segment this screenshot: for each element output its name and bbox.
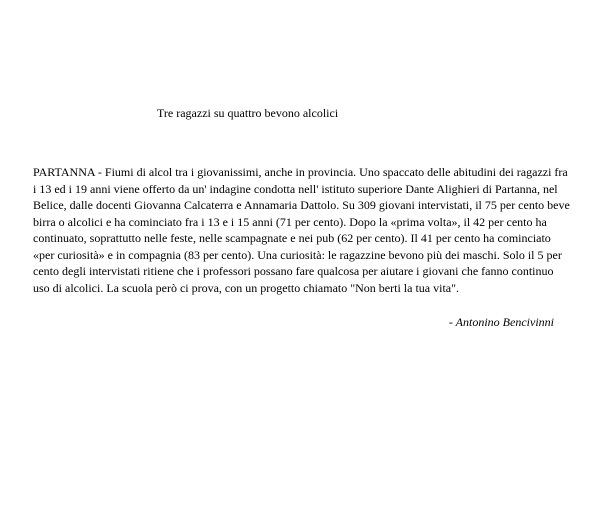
article-author: - Antonino Bencivinni	[448, 315, 554, 329]
article-body: PARTANNA - Fiumi di alcol tra i giovanissimi, anche in provincia. Uno spaccato delle abitudini dei ragazzi fra i 13 ed i 19 anni viene offerto da un' indagine condotta nell' istituto superiore Dante Alighieri di Partanna, nel Belice, dalle docenti Giovanna Calcaterra e Annamaria Dattolo. Su 309 giovani intervistati, il 75 per cento beve birra o alcolici e ha cominciato fra i 13 e i 15 anni (71 per cento). Dopo la «prima volta», il 42 per cento ha continuato, soprattutto nelle feste, nelle scampagnate e nei pub (62 per cento). Il 41 per cento ha cominciato «per curiosità» e in compagnia (83 per cento). Una curiosità: le ragazzine bevono più dei maschi. Solo il 5 per cento degli intervistati ritiene che i professori possano fare qualcosa per aiutare i giovani che fanno continuo uso di alcolici. La scuola però ci prova, con un progetto chiamato "Non berti la tua vita".	[33, 165, 570, 295]
article-title: Tre ragazzi su quattro bevono alcolici	[157, 106, 339, 120]
